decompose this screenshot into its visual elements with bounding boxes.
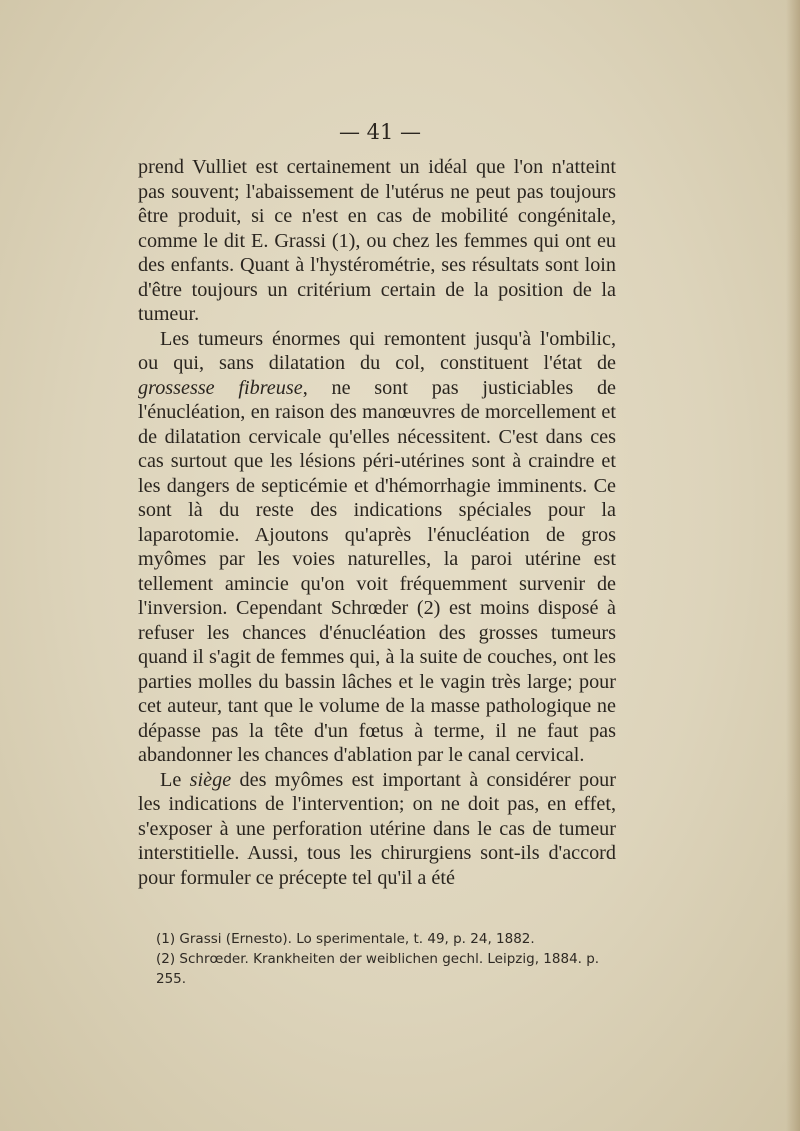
footnote-1: (1) Grassi (Ernesto). Lo sperimentale, t. 49, p. 24, 1882. bbox=[156, 931, 535, 947]
page-edge-shadow bbox=[786, 0, 800, 1131]
paragraph-2-text-end: , ne sont pas justiciables de l'énucléation, en raison des manœuvres de morcellement et de dilatation cervicale qu'elles nécessitent. C'est dans ces cas surtout que les lésions péri-utérines sont à craindre et les dangers de septicémie et d'hémorrhagie imminents. Ce sont là du reste des indications spéciales pour la laparotomie. Ajoutons qu'après l'énucléation de gros myômes par les voies naturelles, la paroi utérine est tellement amincie qu'on voit fréquemment survenir de l'inversion. Cependant Schrœder (2) est moins disposé à refuser les chances d'énucléation des grosses tumeurs quand il s'agit de femmes qui, à la suite de couches, ont les parties molles du bassin lâches et le vagin très large; pour cet auteur, tant que le volume de la masse pathologique ne dépasse pas la tête d'un fœtus à terme, il ne faut pas abandonner les chances d'ablation par le canal cervical. bbox=[138, 376, 616, 766]
paragraph-1 bbox=[138, 155, 616, 327]
paragraph-3-text-end: des myômes est important à considérer pour les indications de l'intervention; on ne doit pas, en effet, s'exposer à une perforation utérine dans le cas de tumeur interstitielle. Aussi, tous les chirurgiens sont-ils d'accord pour formuler ce précepte tel qu'il a été bbox=[138, 768, 616, 889]
paragraph-1-text: prend Vulliet est certainement un idéal que l'on n'atteint pas souvent; l'abaissement de l'utérus ne peut pas toujours être produit, si ce n'est en cas de mobilité congénitale, comme le dit E. Grassi (1), ou chez les femmes qui ont eu des enfants. Quant à l'hystérométrie, ses résultats sont loin d'être toujours un critérium certain de la position de la tumeur. bbox=[138, 156, 616, 325]
paragraph-2-italic-term: grossesse fibreuse bbox=[138, 376, 303, 399]
page-number: — 41 — bbox=[338, 120, 422, 144]
paragraph-3-italic-term: siège bbox=[189, 768, 232, 791]
paragraph-3-text-start: Le bbox=[160, 768, 190, 791]
paragraph-2 bbox=[138, 327, 616, 768]
footnotes bbox=[138, 929, 616, 989]
body-text bbox=[138, 155, 616, 890]
paragraph-2-text-start: Les tumeurs énormes qui remontent jusqu'à l'ombilic, ou qui, sans dilatation du col, constituent l'état de bbox=[138, 327, 616, 374]
footnote-2: (2) Schrœder. Krankheiten der weiblichen gechl. Leipzig, 1884. p. 255. bbox=[156, 951, 600, 987]
paragraph-3 bbox=[138, 768, 616, 891]
